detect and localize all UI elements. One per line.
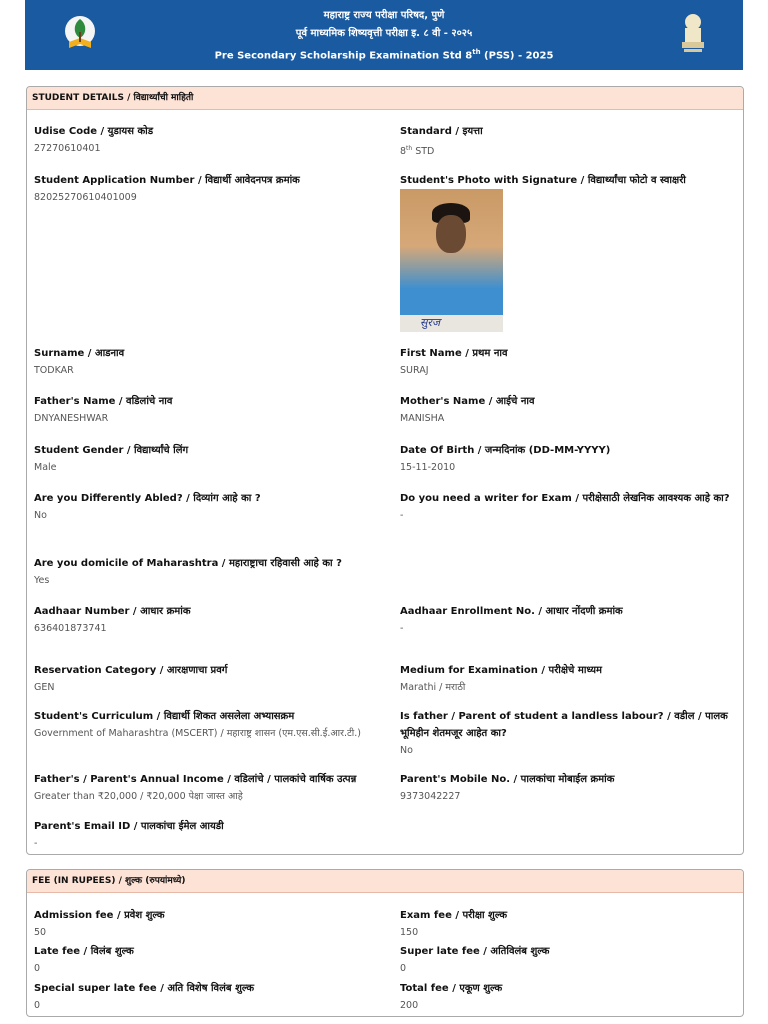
aadhaar-enrollment-field: Aadhaar Enrollment No. / आधार नोंदणी क्रमांक - bbox=[400, 606, 623, 634]
gender-field: Student Gender / विद्यार्थ्यांचे लिंग Male bbox=[34, 445, 189, 473]
first-name-field: First Name / प्रथम नाव SURAJ bbox=[400, 348, 508, 376]
photo-field: Student's Photo with Signature / विद्यार्थ्यांचा फोटो व स्वाक्षरी bbox=[400, 175, 686, 186]
super-late-fee-field: Super late fee / अतिविलंब शुल्क 0 bbox=[400, 946, 550, 974]
header-line-1: महाराष्ट्र राज्य परीक्षा परिषद, पुणे bbox=[323, 10, 445, 21]
exam-fee-field: Exam fee / परीक्षा शुल्क 150 bbox=[400, 910, 508, 938]
page-header bbox=[25, 0, 743, 70]
father-name-field: Father's Name / वडिलांचे नाव DNYANESHWAR bbox=[34, 396, 173, 424]
writer-field: Do you need a writer for Exam / परीक्षेसाठी लेखनिक आवश्यक आहे का? - bbox=[400, 493, 730, 521]
category-field: Reservation Category / आरक्षणाचा प्रवर्ग GEN bbox=[34, 665, 228, 693]
admission-fee-field: Admission fee / प्रवेश शुल्क 50 bbox=[34, 910, 165, 938]
student-details-card bbox=[26, 86, 744, 855]
total-fee-field: Total fee / एकूण शुल्क 200 bbox=[400, 983, 503, 1011]
domicile-field: Are you domicile of Maharashtra / महाराष्ट्राचा रहिवासी आहे का ? Yes bbox=[34, 558, 342, 586]
state-emblem-icon bbox=[679, 12, 707, 54]
disabled-field: Are you Differently Abled? / दिव्यांग आहे का ? No bbox=[34, 493, 261, 521]
photo-signature: सुरज bbox=[420, 316, 441, 329]
special-late-fee-field: Special super late fee / अति विशेष विलंब शुल्क 0 bbox=[34, 983, 255, 1011]
landless-labour-field: Is father / Parent of student a landless labour? / वडील / पालक भूमिहीन शेतमजूर आहेत का? No bbox=[400, 711, 728, 756]
header-line-2: पूर्व माध्यमिक शिष्यवृत्ती परीक्षा इ. ८ वी - २०२५ bbox=[295, 28, 473, 39]
curriculum-field: Student's Curriculum / विद्यार्थी शिकत असलेला अभ्यासक्रम Government of Maharashtra (MSCERT) / महाराष्ट्र शासन (एम.एस.सी.ई.आर.टी.) bbox=[34, 711, 361, 739]
dob-field: Date Of Birth / जन्मदिनांक (DD-MM-YYYY) 15-11-2010 bbox=[400, 445, 611, 473]
mother-name-field: Mother's Name / आईचे नाव MANISHA bbox=[400, 396, 535, 424]
header-line-3: Pre Secondary Scholarship Examination Std 8th (PSS) - 2025 bbox=[214, 48, 554, 62]
student-photo bbox=[400, 189, 503, 332]
header-titles bbox=[25, 7, 743, 65]
mobile-field: Parent's Mobile No. / पालकांचा मोबाईल क्रमांक 9373042227 bbox=[400, 774, 615, 802]
fee-card bbox=[26, 869, 744, 1017]
application-number-field: Student Application Number / विद्यार्थी आवेदनपत्र क्रमांक 82025270610401009 bbox=[34, 175, 300, 203]
student-section-title: STUDENT DETAILS / विद्यार्थ्यांची माहिती bbox=[27, 87, 743, 110]
income-field: Father's / Parent's Annual Income / वडिलांचे / पालकांचे वार्षिक उत्पन्न Greater than ₹20,000 / ₹20,000 पेक्षा जास्त आहे bbox=[34, 774, 357, 802]
fee-section-title: FEE (IN RUPEES) / शुल्क (रुपयांमध्ये) bbox=[27, 870, 743, 893]
email-field: Parent's Email ID / पालकांचा ईमेल आयडी - bbox=[34, 821, 224, 849]
standard-field: Standard / इयत्ता 8th STD bbox=[400, 126, 483, 158]
surname-field: Surname / आडनाव TODKAR bbox=[34, 348, 125, 376]
late-fee-field: Late fee / विलंब शुल्क 0 bbox=[34, 946, 134, 974]
medium-field: Medium for Examination / परीक्षेचे माध्यम Marathi / मराठी bbox=[400, 665, 603, 693]
aadhaar-field: Aadhaar Number / आधार क्रमांक 636401873741 bbox=[34, 606, 191, 634]
udise-field: Udise Code / युडायस कोड 27270610401 bbox=[34, 126, 154, 154]
